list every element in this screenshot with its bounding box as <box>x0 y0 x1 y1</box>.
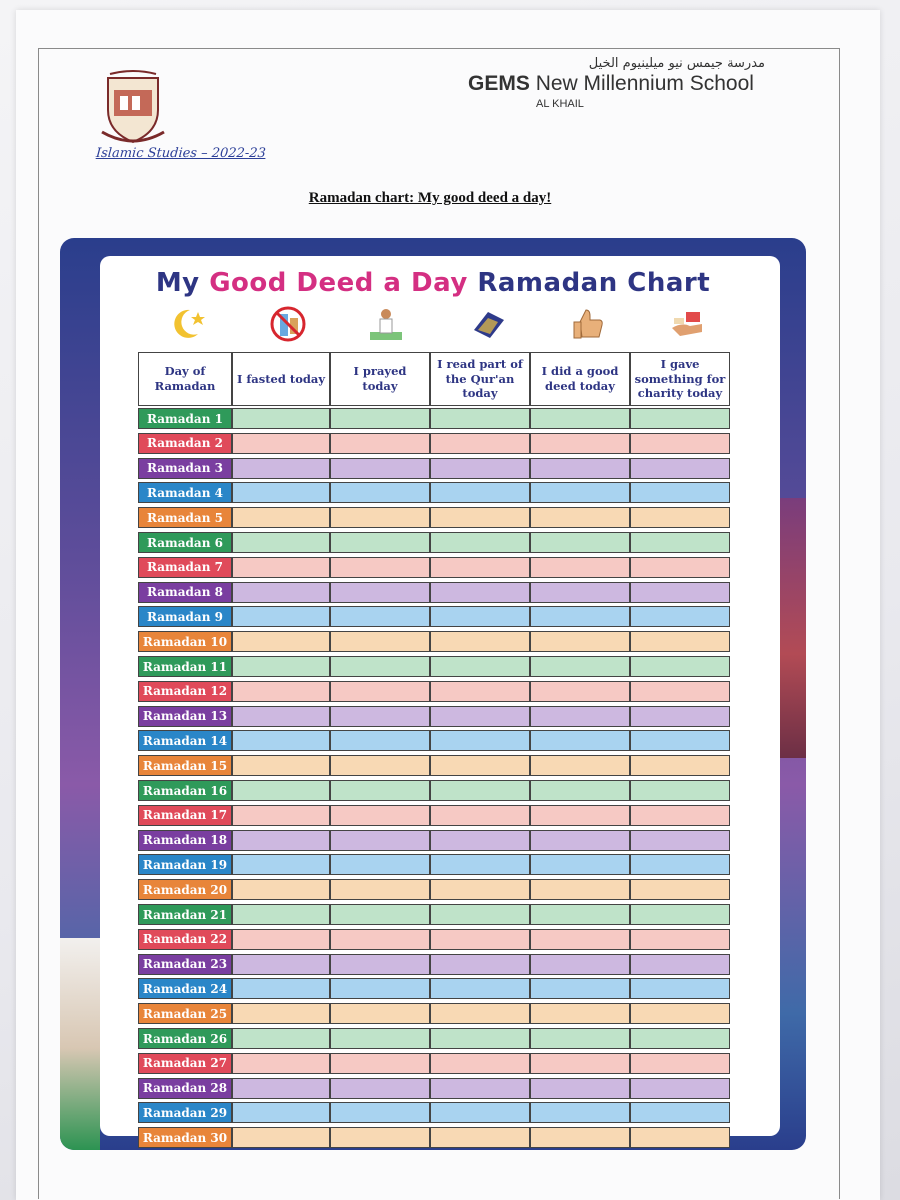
tick-box-cell[interactable] <box>330 408 430 429</box>
tick-box-cell[interactable] <box>530 1102 630 1123</box>
table-row <box>60 1003 806 1024</box>
tick-box-cell[interactable] <box>630 1053 730 1074</box>
tick-box-cell[interactable] <box>430 879 530 900</box>
row-day-label: Ramadan 16 <box>138 780 232 801</box>
tick-box-cell[interactable] <box>430 730 530 751</box>
row-day-label: Ramadan 12 <box>138 681 232 702</box>
tick-box-cell[interactable] <box>232 954 330 975</box>
tick-box-cell[interactable] <box>232 1028 330 1049</box>
row-day-label: Ramadan 28 <box>138 1078 232 1099</box>
tick-box-cell[interactable] <box>232 482 330 503</box>
tick-box-cell[interactable] <box>530 780 630 801</box>
row-day-label: Ramadan 22 <box>138 929 232 950</box>
table-row <box>60 656 806 677</box>
tick-box-cell[interactable] <box>232 879 330 900</box>
tick-box-cell[interactable] <box>330 706 430 727</box>
row-day-label: Ramadan 11 <box>138 656 232 677</box>
tick-box-cell[interactable] <box>630 1078 730 1099</box>
table-row <box>60 978 806 999</box>
tick-box-cell[interactable] <box>630 482 730 503</box>
tick-box-cell[interactable] <box>430 978 530 999</box>
tick-box-cell[interactable] <box>530 954 630 975</box>
tick-box-cell[interactable] <box>232 1127 330 1148</box>
tick-box-cell[interactable] <box>530 1028 630 1049</box>
column-header-4: I did a good deed today <box>530 352 630 406</box>
tick-box-cell[interactable] <box>530 656 630 677</box>
tick-box-cell[interactable] <box>630 606 730 627</box>
tick-box-cell[interactable] <box>430 1053 530 1074</box>
tick-box-cell[interactable] <box>232 706 330 727</box>
row-day-label: Ramadan 10 <box>138 631 232 652</box>
tick-box-cell[interactable] <box>232 458 330 479</box>
row-day-label: Ramadan 8 <box>138 582 232 603</box>
tick-box-cell[interactable] <box>232 755 330 776</box>
charity-hand-icon <box>668 304 708 344</box>
tick-box-cell[interactable] <box>530 433 630 454</box>
tick-box-cell[interactable] <box>232 1003 330 1024</box>
tick-box-cell[interactable] <box>232 557 330 578</box>
praying-boy-icon <box>366 304 406 344</box>
tick-box-cell[interactable] <box>232 681 330 702</box>
tick-box-cell[interactable] <box>232 532 330 553</box>
tick-box-cell[interactable] <box>330 830 430 851</box>
tick-box-cell[interactable] <box>630 433 730 454</box>
table-row <box>60 904 806 925</box>
tick-box-cell[interactable] <box>630 755 730 776</box>
tick-box-cell[interactable] <box>430 929 530 950</box>
tick-box-cell[interactable] <box>232 656 330 677</box>
tick-box-cell[interactable] <box>430 854 530 875</box>
tick-box-cell[interactable] <box>430 1127 530 1148</box>
tick-box-cell[interactable] <box>330 482 430 503</box>
row-day-label: Ramadan 17 <box>138 805 232 826</box>
tick-box-cell[interactable] <box>232 904 330 925</box>
table-row <box>60 433 806 454</box>
tick-box-cell[interactable] <box>330 879 430 900</box>
tick-box-cell[interactable] <box>330 681 430 702</box>
tick-box-cell[interactable] <box>430 1078 530 1099</box>
tick-box-cell[interactable] <box>630 532 730 553</box>
row-day-label: Ramadan 9 <box>138 606 232 627</box>
tick-box-cell[interactable] <box>530 681 630 702</box>
tick-box-cell[interactable] <box>530 1003 630 1024</box>
tick-box-cell[interactable] <box>232 507 330 528</box>
tick-box-cell[interactable] <box>530 830 630 851</box>
tick-box-cell[interactable] <box>232 408 330 429</box>
school-name <box>468 72 754 96</box>
tick-box-cell[interactable] <box>232 730 330 751</box>
column-header-3: I read part of the Qur'an today <box>430 352 530 406</box>
tick-box-cell[interactable] <box>232 606 330 627</box>
tick-box-cell[interactable] <box>330 532 430 553</box>
row-day-label: Ramadan 26 <box>138 1028 232 1049</box>
table-row <box>60 557 806 578</box>
no-food-icon <box>268 304 308 344</box>
tick-box-cell[interactable] <box>330 433 430 454</box>
tick-box-cell[interactable] <box>330 805 430 826</box>
table-row <box>60 954 806 975</box>
tick-box-cell[interactable] <box>330 755 430 776</box>
tick-box-cell[interactable] <box>232 1078 330 1099</box>
table-row <box>60 1127 806 1148</box>
tick-box-cell[interactable] <box>430 656 530 677</box>
tick-box-cell[interactable] <box>630 780 730 801</box>
tick-box-cell[interactable] <box>330 1053 430 1074</box>
tick-box-cell[interactable] <box>530 582 630 603</box>
tick-box-cell[interactable] <box>430 482 530 503</box>
row-day-label: Ramadan 4 <box>138 482 232 503</box>
poster-title-part2: Ramadan Chart <box>467 268 711 298</box>
column-header-2: I prayed today <box>330 352 430 406</box>
tick-box-cell[interactable] <box>430 904 530 925</box>
tick-box-cell[interactable] <box>530 854 630 875</box>
tick-box-cell[interactable] <box>330 978 430 999</box>
tick-box-cell[interactable] <box>232 433 330 454</box>
tick-box-cell[interactable] <box>630 582 730 603</box>
table-row <box>60 606 806 627</box>
tick-box-cell[interactable] <box>330 854 430 875</box>
tick-box-cell[interactable] <box>530 805 630 826</box>
tick-box-cell[interactable] <box>630 879 730 900</box>
tick-box-cell[interactable] <box>330 1003 430 1024</box>
table-row <box>60 1028 806 1049</box>
tick-box-cell[interactable] <box>630 830 730 851</box>
tick-box-cell[interactable] <box>232 805 330 826</box>
table-row <box>60 730 806 751</box>
tick-box-cell[interactable] <box>530 606 630 627</box>
tick-box-cell[interactable] <box>630 507 730 528</box>
tick-box-cell[interactable] <box>330 458 430 479</box>
tick-box-cell[interactable] <box>630 904 730 925</box>
tick-box-cell[interactable] <box>630 681 730 702</box>
tick-box-cell[interactable] <box>530 706 630 727</box>
table-row <box>60 532 806 553</box>
tick-box-cell[interactable] <box>430 582 530 603</box>
tick-box-cell[interactable] <box>430 458 530 479</box>
tick-box-cell[interactable] <box>530 879 630 900</box>
tick-box-cell[interactable] <box>330 1078 430 1099</box>
tick-box-cell[interactable] <box>430 780 530 801</box>
column-icons <box>140 300 740 350</box>
tick-box-cell[interactable] <box>330 656 430 677</box>
tick-box-cell[interactable] <box>630 458 730 479</box>
tick-box-cell[interactable] <box>630 557 730 578</box>
tick-box-cell[interactable] <box>630 408 730 429</box>
tick-box-cell[interactable] <box>330 582 430 603</box>
table-row <box>60 854 806 875</box>
tick-box-cell[interactable] <box>430 433 530 454</box>
poster-title-highlight: Good Deed a Day <box>209 268 468 298</box>
tick-box-cell[interactable] <box>232 830 330 851</box>
table-row <box>60 681 806 702</box>
tick-box-cell[interactable] <box>330 904 430 925</box>
tick-box-cell[interactable] <box>430 631 530 652</box>
tick-box-cell[interactable] <box>232 978 330 999</box>
tick-box-cell[interactable] <box>630 706 730 727</box>
tick-box-cell[interactable] <box>232 1053 330 1074</box>
tick-box-cell[interactable] <box>430 1003 530 1024</box>
row-day-label: Ramadan 1 <box>138 408 232 429</box>
tick-box-cell[interactable] <box>430 557 530 578</box>
table-row <box>60 706 806 727</box>
tick-box-cell[interactable] <box>630 978 730 999</box>
tick-box-cell[interactable] <box>630 1028 730 1049</box>
table-row <box>60 458 806 479</box>
tick-box-cell[interactable] <box>330 1127 430 1148</box>
poster-title <box>60 268 806 298</box>
tick-box-cell[interactable] <box>232 631 330 652</box>
table-row <box>60 482 806 503</box>
tick-box-cell[interactable] <box>630 631 730 652</box>
row-day-label: Ramadan 13 <box>138 706 232 727</box>
table-row <box>60 1053 806 1074</box>
column-header-0: Day of Ramadan <box>138 352 232 406</box>
table-row <box>60 805 806 826</box>
tick-box-cell[interactable] <box>530 458 630 479</box>
crescent-moon-icon <box>168 304 208 344</box>
school-name-arabic: مدرسة جيمس نيو ميلينيوم الخيل <box>588 56 765 71</box>
tick-box-cell[interactable] <box>530 631 630 652</box>
tick-box-cell[interactable] <box>630 1102 730 1123</box>
school-brand: GEMS <box>468 72 530 95</box>
tick-box-cell[interactable] <box>430 706 530 727</box>
tick-box-cell[interactable] <box>330 507 430 528</box>
tick-box-cell[interactable] <box>430 805 530 826</box>
tick-box-cell[interactable] <box>630 1003 730 1024</box>
row-day-label: Ramadan 30 <box>138 1127 232 1148</box>
tick-box-cell[interactable] <box>530 507 630 528</box>
row-day-label: Ramadan 29 <box>138 1102 232 1123</box>
tick-box-cell[interactable] <box>630 929 730 950</box>
tick-box-cell[interactable] <box>530 730 630 751</box>
table-row <box>60 408 806 429</box>
row-day-label: Ramadan 15 <box>138 755 232 776</box>
tick-box-cell[interactable] <box>430 681 530 702</box>
tick-box-cell[interactable] <box>530 557 630 578</box>
row-day-label: Ramadan 7 <box>138 557 232 578</box>
tick-box-cell[interactable] <box>630 1127 730 1148</box>
tick-box-cell[interactable] <box>630 730 730 751</box>
tick-box-cell[interactable] <box>530 1078 630 1099</box>
row-day-label: Ramadan 25 <box>138 1003 232 1024</box>
tick-box-cell[interactable] <box>330 730 430 751</box>
row-day-label: Ramadan 14 <box>138 730 232 751</box>
tick-box-cell[interactable] <box>430 830 530 851</box>
tick-box-cell[interactable] <box>430 408 530 429</box>
tick-box-cell[interactable] <box>630 854 730 875</box>
row-day-label: Ramadan 6 <box>138 532 232 553</box>
tick-box-cell[interactable] <box>232 582 330 603</box>
row-day-label: Ramadan 3 <box>138 458 232 479</box>
tick-box-cell[interactable] <box>530 904 630 925</box>
column-header-5: I gave something for charity today <box>630 352 730 406</box>
row-day-label: Ramadan 21 <box>138 904 232 925</box>
tick-box-cell[interactable] <box>330 606 430 627</box>
table-row <box>60 631 806 652</box>
tick-box-cell[interactable] <box>530 532 630 553</box>
table-row <box>60 1078 806 1099</box>
tick-box-cell[interactable] <box>530 1127 630 1148</box>
table-row <box>60 929 806 950</box>
document-title: Ramadan chart: My good deed a day! <box>308 190 552 206</box>
tick-box-cell[interactable] <box>330 557 430 578</box>
tick-box-cell[interactable] <box>630 805 730 826</box>
table-row <box>60 830 806 851</box>
tick-box-cell[interactable] <box>330 929 430 950</box>
tick-box-cell[interactable] <box>330 1102 430 1123</box>
row-day-label: Ramadan 18 <box>138 830 232 851</box>
tick-box-cell[interactable] <box>630 954 730 975</box>
tick-box-cell[interactable] <box>232 854 330 875</box>
row-day-label: Ramadan 20 <box>138 879 232 900</box>
row-day-label: Ramadan 19 <box>138 854 232 875</box>
row-day-label: Ramadan 24 <box>138 978 232 999</box>
school-name-text: New Millennium School <box>535 72 754 95</box>
table-row <box>60 1102 806 1123</box>
ramadan-chart-poster <box>60 238 806 1150</box>
tick-box-cell[interactable] <box>430 1028 530 1049</box>
tick-box-cell[interactable] <box>430 507 530 528</box>
tick-box-cell[interactable] <box>530 482 630 503</box>
row-day-label: Ramadan 27 <box>138 1053 232 1074</box>
quran-book-icon <box>468 304 508 344</box>
school-crest-icon <box>98 70 168 148</box>
row-day-label: Ramadan 23 <box>138 954 232 975</box>
tick-box-cell[interactable] <box>330 631 430 652</box>
row-day-label: Ramadan 5 <box>138 507 232 528</box>
table-row <box>60 507 806 528</box>
tick-box-cell[interactable] <box>430 755 530 776</box>
tick-box-cell[interactable] <box>232 1102 330 1123</box>
table-row <box>60 755 806 776</box>
subject-label: Islamic Studies – 2022-23 <box>95 146 267 161</box>
table-row <box>60 879 806 900</box>
tick-box-cell[interactable] <box>530 755 630 776</box>
row-day-label: Ramadan 2 <box>138 433 232 454</box>
tick-box-cell[interactable] <box>330 954 430 975</box>
tick-box-cell[interactable] <box>232 780 330 801</box>
tick-box-cell[interactable] <box>330 780 430 801</box>
poster-title-part1: My <box>155 268 210 298</box>
tick-box-cell[interactable] <box>430 606 530 627</box>
tick-box-cell[interactable] <box>430 1102 530 1123</box>
tick-box-cell[interactable] <box>430 954 530 975</box>
thumbs-up-icon <box>568 304 608 344</box>
table-row <box>60 780 806 801</box>
column-header-1: I fasted today <box>232 352 330 406</box>
tick-box-cell[interactable] <box>330 1028 430 1049</box>
tick-box-cell[interactable] <box>530 978 630 999</box>
tick-box-cell[interactable] <box>530 408 630 429</box>
school-location: AL KHAIL <box>536 98 584 110</box>
tick-box-cell[interactable] <box>232 929 330 950</box>
tick-box-cell[interactable] <box>530 1053 630 1074</box>
table-row <box>60 582 806 603</box>
tick-box-cell[interactable] <box>530 929 630 950</box>
tick-box-cell[interactable] <box>630 656 730 677</box>
tick-box-cell[interactable] <box>430 532 530 553</box>
